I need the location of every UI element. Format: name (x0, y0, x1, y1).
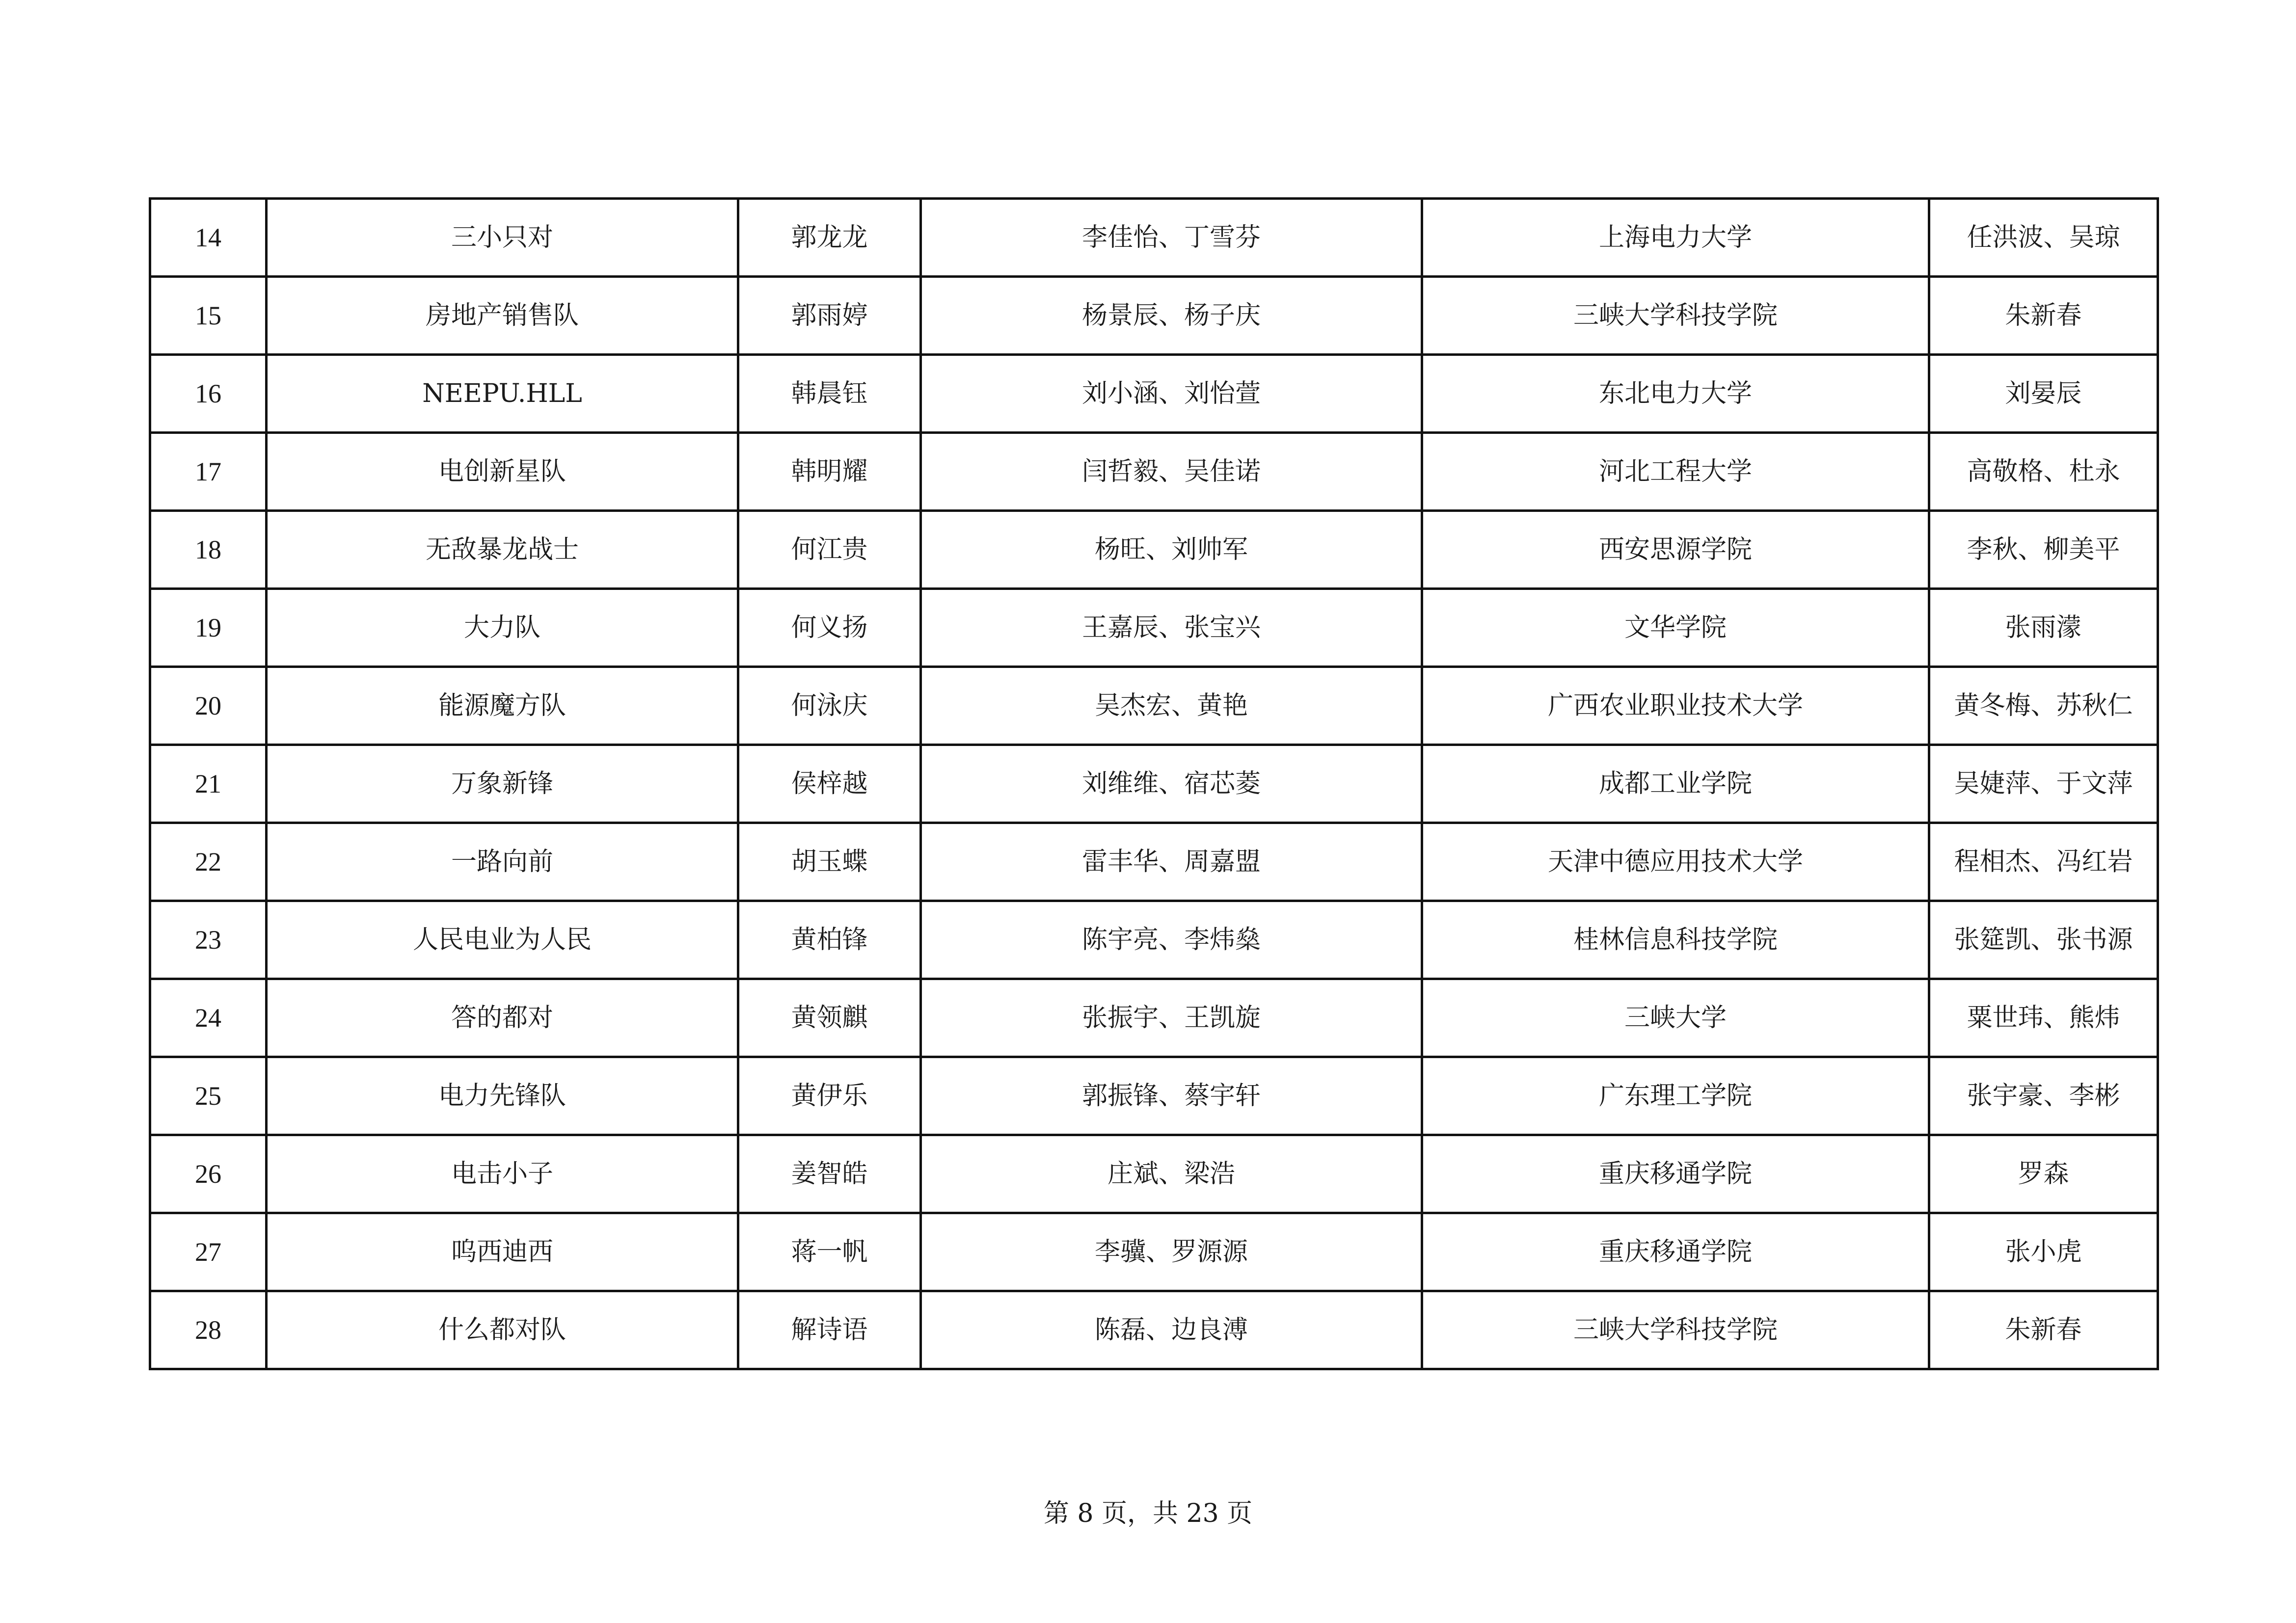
cell-members: 王嘉辰、张宝兴 (921, 589, 1422, 667)
cell-team-name: 大力队 (267, 589, 738, 667)
table-row (150, 511, 2158, 589)
cell-members: 杨景辰、杨子庆 (921, 277, 1422, 355)
cell-advisors: 张宇豪、李彬 (1929, 1057, 2158, 1135)
cell-advisors: 程相杰、冯红岩 (1929, 823, 2158, 901)
cell-members: 刘小涵、刘怡萱 (921, 355, 1422, 433)
cell-number: 22 (150, 823, 267, 901)
table-row (150, 277, 2158, 355)
cell-advisors: 黄冬梅、苏秋仁 (1929, 667, 2158, 745)
cell-advisors: 高敬格、杜永 (1929, 433, 2158, 511)
cell-school: 桂林信息科技学院 (1422, 901, 1929, 979)
cell-school: 三峡大学 (1422, 979, 1929, 1057)
cell-school: 文华学院 (1422, 589, 1929, 667)
cell-captain: 郭龙龙 (738, 199, 921, 277)
cell-team-name: 一路向前 (267, 823, 738, 901)
cell-school: 西安思源学院 (1422, 511, 1929, 589)
cell-advisors: 朱新春 (1929, 277, 2158, 355)
cell-members: 张振宇、王凯旋 (921, 979, 1422, 1057)
cell-number: 17 (150, 433, 267, 511)
cell-team-name: 答的都对 (267, 979, 738, 1057)
cell-team-name: NEEPU.HLL (267, 355, 738, 433)
cell-members: 雷丰华、周嘉盟 (921, 823, 1422, 901)
cell-school: 三峡大学科技学院 (1422, 1291, 1929, 1369)
cell-advisors: 朱新春 (1929, 1291, 2158, 1369)
cell-number: 28 (150, 1291, 267, 1369)
cell-number: 20 (150, 667, 267, 745)
table-row (150, 355, 2158, 433)
cell-number: 14 (150, 199, 267, 277)
cell-school: 重庆移通学院 (1422, 1135, 1929, 1213)
cell-school: 重庆移通学院 (1422, 1213, 1929, 1291)
cell-members: 吴杰宏、黄艳 (921, 667, 1422, 745)
cell-number: 26 (150, 1135, 267, 1213)
cell-members: 陈磊、边良溥 (921, 1291, 1422, 1369)
cell-captain: 解诗语 (738, 1291, 921, 1369)
cell-team-name: 房地产销售队 (267, 277, 738, 355)
cell-captain: 何江贵 (738, 511, 921, 589)
cell-team-name: 什么都对队 (267, 1291, 738, 1369)
table-row (150, 1291, 2158, 1369)
cell-number: 27 (150, 1213, 267, 1291)
table-row (150, 433, 2158, 511)
cell-captain: 韩晨钰 (738, 355, 921, 433)
cell-captain: 侯梓越 (738, 745, 921, 823)
cell-captain: 蒋一帆 (738, 1213, 921, 1291)
cell-advisors: 吴婕萍、于文萍 (1929, 745, 2158, 823)
cell-team-name: 万象新锋 (267, 745, 738, 823)
cell-captain: 胡玉蝶 (738, 823, 921, 901)
cell-team-name: 电力先锋队 (267, 1057, 738, 1135)
cell-school: 天津中德应用技术大学 (1422, 823, 1929, 901)
cell-number: 24 (150, 979, 267, 1057)
cell-team-name: 电击小子 (267, 1135, 738, 1213)
cell-captain: 黄伊乐 (738, 1057, 921, 1135)
cell-captain: 韩明耀 (738, 433, 921, 511)
cell-number: 21 (150, 745, 267, 823)
cell-team-name: 三小只对 (267, 199, 738, 277)
cell-number: 15 (150, 277, 267, 355)
cell-number: 25 (150, 1057, 267, 1135)
cell-number: 19 (150, 589, 267, 667)
cell-captain: 郭雨婷 (738, 277, 921, 355)
cell-advisors: 张筵凯、张书源 (1929, 901, 2158, 979)
cell-school: 广西农业职业技术大学 (1422, 667, 1929, 745)
table-row (150, 1135, 2158, 1213)
cell-captain: 何义扬 (738, 589, 921, 667)
roster-table (149, 197, 2159, 1370)
cell-advisors: 张雨濛 (1929, 589, 2158, 667)
cell-advisors: 李秋、柳美平 (1929, 511, 2158, 589)
cell-members: 李佳怡、丁雪芬 (921, 199, 1422, 277)
cell-school: 三峡大学科技学院 (1422, 277, 1929, 355)
table-row (150, 1057, 2158, 1135)
cell-captain: 黄柏锋 (738, 901, 921, 979)
table-row (150, 979, 2158, 1057)
cell-team-name: 呜西迪西 (267, 1213, 738, 1291)
cell-school: 成都工业学院 (1422, 745, 1929, 823)
table-row (150, 589, 2158, 667)
roster-table-body (150, 199, 2158, 1369)
table-row (150, 667, 2158, 745)
table-row (150, 199, 2158, 277)
cell-members: 郭振锋、蔡宇轩 (921, 1057, 1422, 1135)
table-row (150, 1213, 2158, 1291)
cell-school: 河北工程大学 (1422, 433, 1929, 511)
cell-team-name: 人民电业为人民 (267, 901, 738, 979)
cell-number: 16 (150, 355, 267, 433)
cell-number: 23 (150, 901, 267, 979)
cell-advisors: 张小虎 (1929, 1213, 2158, 1291)
cell-advisors: 刘晏辰 (1929, 355, 2158, 433)
cell-members: 杨旺、刘帅军 (921, 511, 1422, 589)
cell-school: 上海电力大学 (1422, 199, 1929, 277)
cell-school: 东北电力大学 (1422, 355, 1929, 433)
cell-members: 陈宇亮、李炜燊 (921, 901, 1422, 979)
cell-advisors: 任洪波、吴琼 (1929, 199, 2158, 277)
cell-members: 庄斌、梁浩 (921, 1135, 1422, 1213)
cell-members: 刘维维、宿芯菱 (921, 745, 1422, 823)
cell-team-name: 电创新星队 (267, 433, 738, 511)
table-row (150, 745, 2158, 823)
cell-captain: 何泳庆 (738, 667, 921, 745)
cell-school: 广东理工学院 (1422, 1057, 1929, 1135)
table-row (150, 901, 2158, 979)
cell-members: 李骥、罗源源 (921, 1213, 1422, 1291)
cell-captain: 姜智皓 (738, 1135, 921, 1213)
cell-advisors: 罗森 (1929, 1135, 2158, 1213)
table-row (150, 823, 2158, 901)
cell-advisors: 粟世玮、熊炜 (1929, 979, 2158, 1057)
page-number-footer: 第 8 页，共 23 页 (1043, 1499, 1253, 1528)
cell-members: 闫哲毅、吴佳诺 (921, 433, 1422, 511)
cell-team-name: 无敌暴龙战士 (267, 511, 738, 589)
cell-captain: 黄领麒 (738, 979, 921, 1057)
cell-number: 18 (150, 511, 267, 589)
cell-team-name: 能源魔方队 (267, 667, 738, 745)
